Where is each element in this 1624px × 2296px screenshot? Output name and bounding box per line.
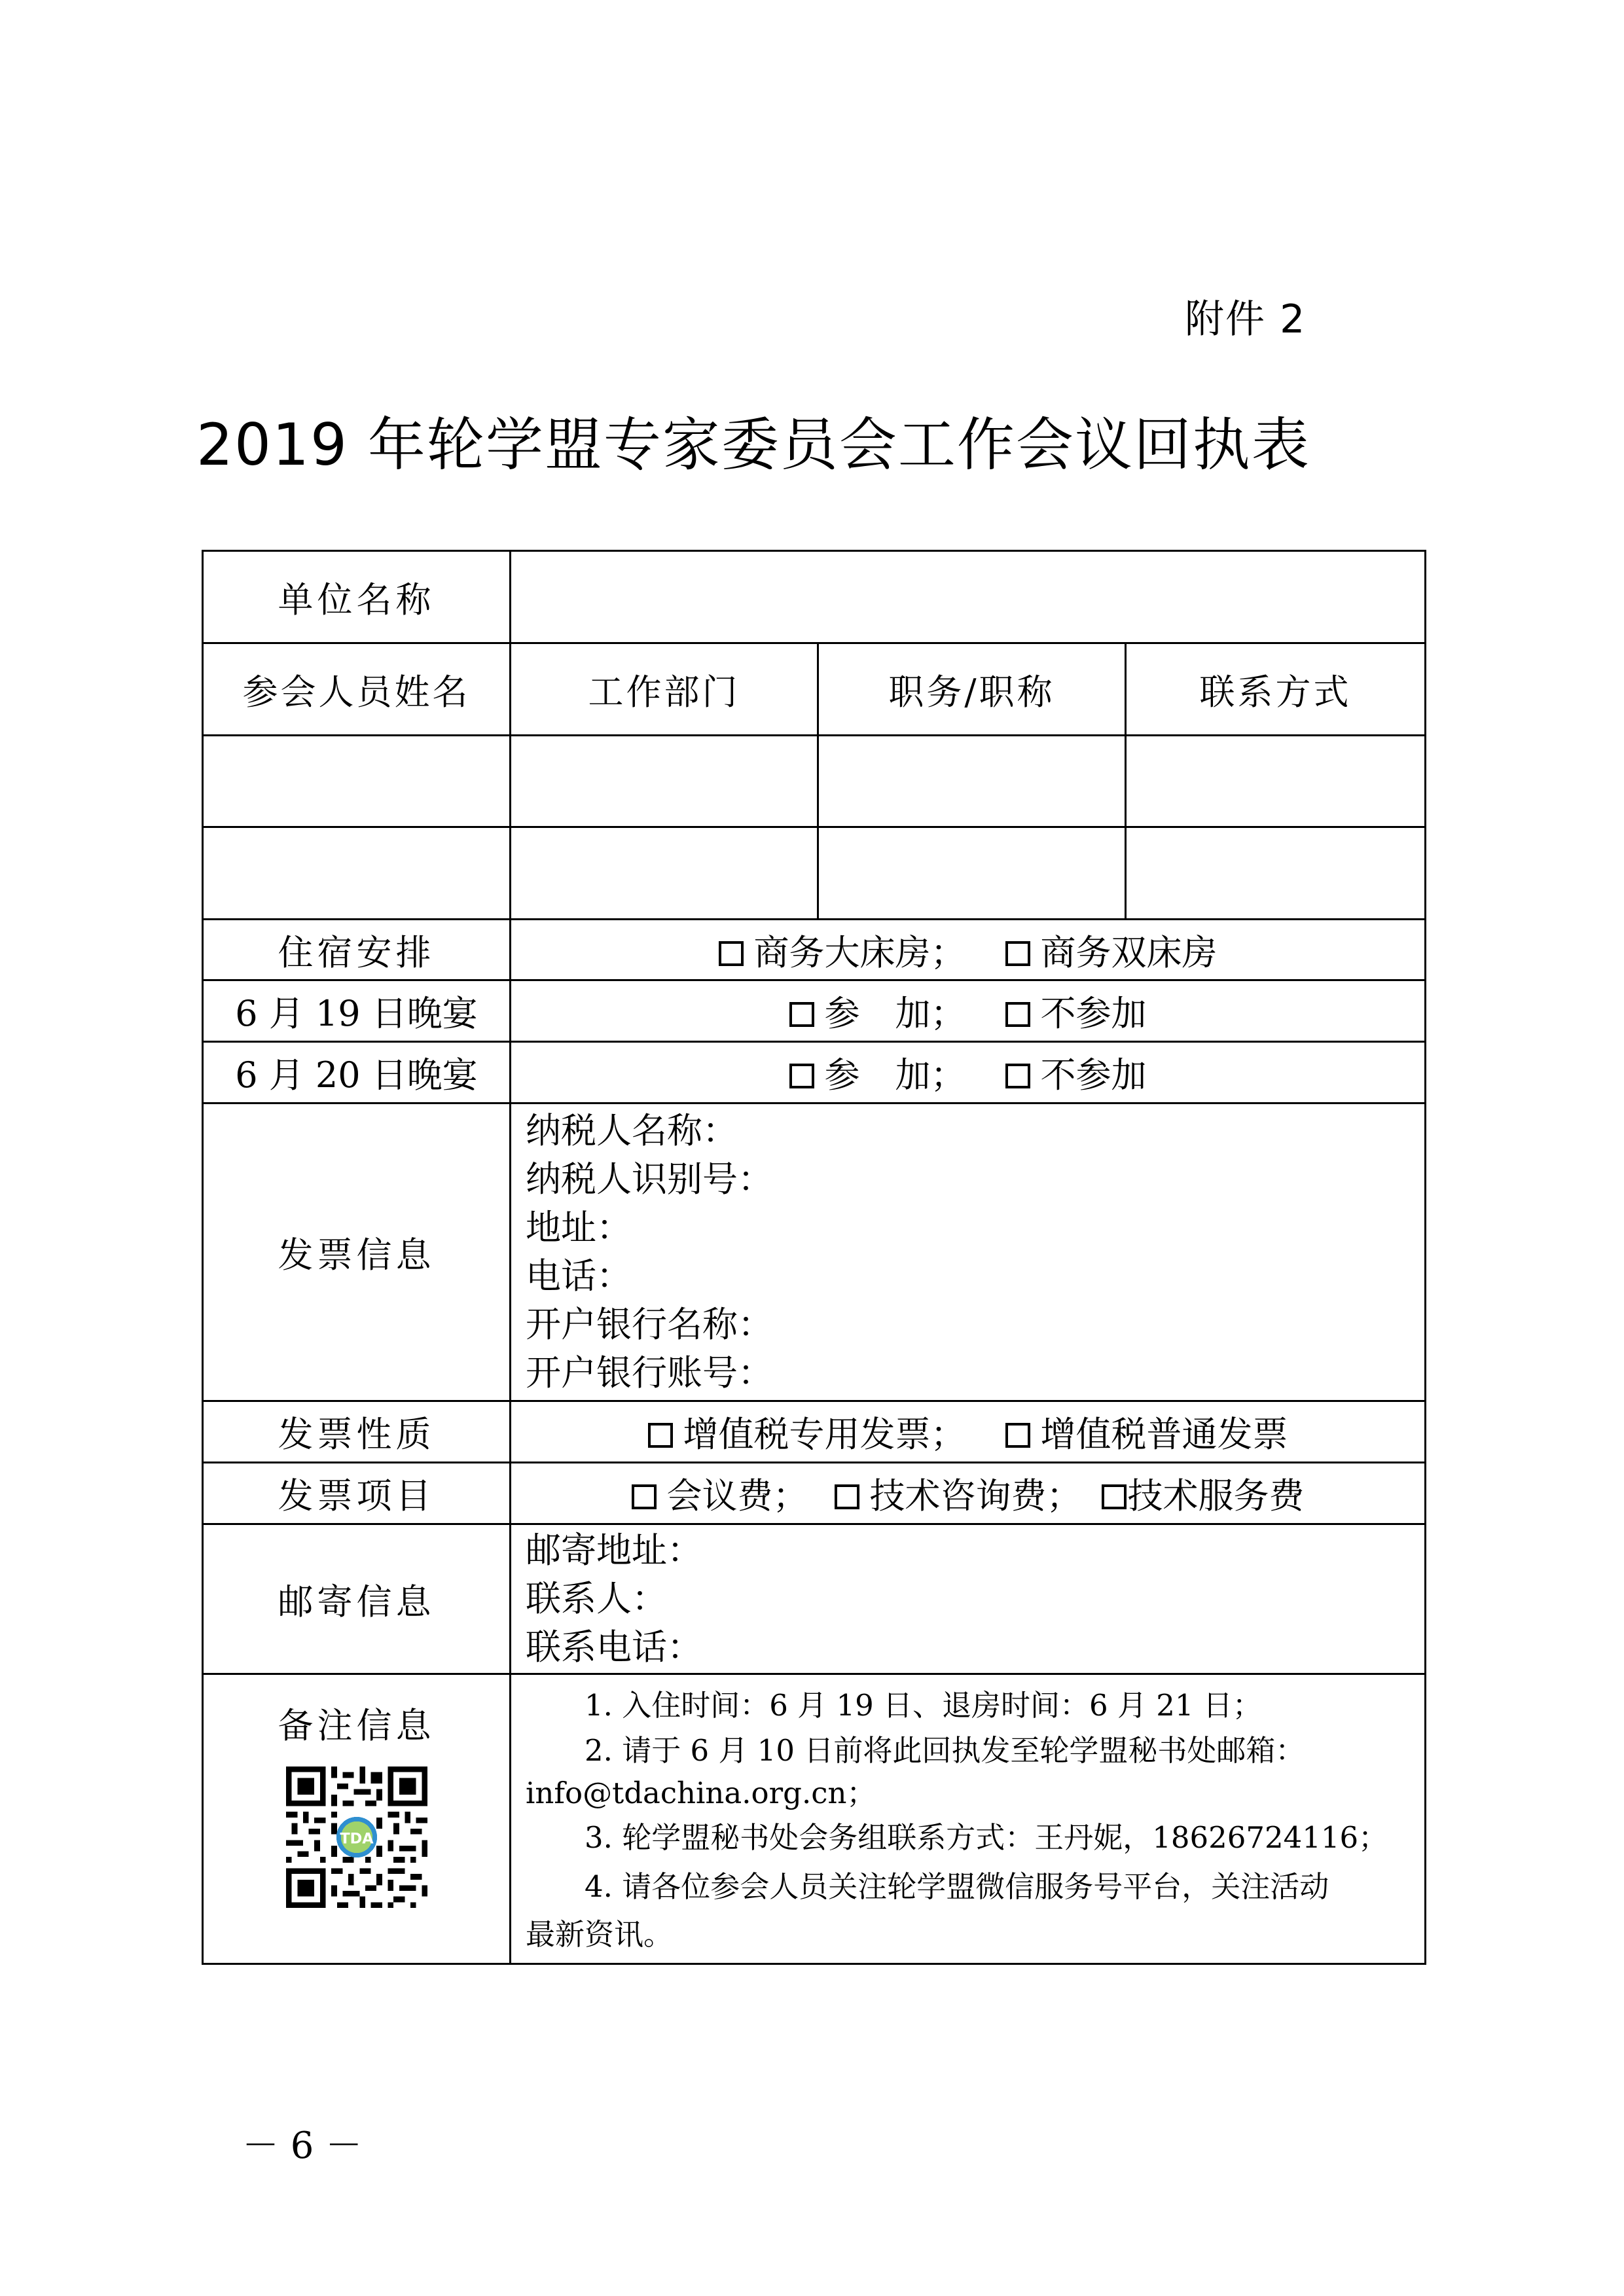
- org-name-field[interactable]: [511, 551, 1426, 643]
- invoice-info-fields[interactable]: [511, 1103, 1426, 1401]
- dinner-19-decline-checkbox[interactable]: [1005, 1002, 1030, 1027]
- consulting-fee-label: 技术咨询费；: [869, 1475, 1082, 1516]
- meeting-fee-checkbox[interactable]: [632, 1484, 657, 1509]
- invoice-item-label: 发票项目: [203, 1463, 511, 1524]
- mail-info-label: 邮寄信息: [203, 1524, 511, 1674]
- mail-phone-field: 联系电话：: [526, 1626, 702, 1668]
- attendee-row: [203, 736, 1426, 827]
- remark-line-4-cont: 最新资讯。: [526, 1917, 674, 1952]
- receipt-form-table: [202, 550, 1426, 1965]
- king-room-checkbox[interactable]: [719, 941, 744, 966]
- attendee-name-field[interactable]: [203, 736, 511, 827]
- taxpayer-id-field: 纳税人识别号：: [526, 1158, 773, 1200]
- invoice-info-label: 发票信息: [203, 1103, 511, 1401]
- mail-info-row: [203, 1524, 1426, 1674]
- remarks-label: 备注信息: [278, 1705, 435, 1746]
- attendee-contact-field[interactable]: [1126, 736, 1426, 827]
- dinner-20-attend-label: 参 加；: [824, 1054, 966, 1096]
- invoice-type-options: [511, 1401, 1426, 1463]
- column-header-row: [203, 643, 1426, 736]
- normal-vat-label: 增值税普通发票: [1040, 1414, 1288, 1455]
- remarks-row: [203, 1674, 1426, 1964]
- attendee-name-field[interactable]: [203, 827, 511, 920]
- dinner-19-options: [511, 980, 1426, 1042]
- col-header-name: 参会人员姓名: [203, 643, 511, 736]
- remark-line-1: 1. 入住时间：6 月 19 日、退房时间：6 月 21 日；: [585, 1688, 1262, 1723]
- twin-room-label: 商务双床房: [1040, 931, 1218, 973]
- org-name-row: [203, 551, 1426, 643]
- qr-logo-text: TDA: [339, 1830, 374, 1848]
- dinner-20-attend-checkbox[interactable]: [789, 1064, 814, 1088]
- dinner-20-options: [511, 1042, 1426, 1103]
- special-vat-checkbox[interactable]: [648, 1423, 673, 1448]
- remark-line-3: 3. 轮学盟秘书处会务组联系方式：王丹妮，18626724116；: [585, 1820, 1388, 1855]
- remark-email: info@tdachina.org.cn；: [526, 1776, 876, 1810]
- special-vat-label: 增值税专用发票；: [683, 1414, 966, 1455]
- org-name-label: 单位名称: [203, 551, 511, 643]
- accommodation-options: [511, 920, 1426, 980]
- normal-vat-checkbox[interactable]: [1005, 1423, 1030, 1448]
- remarks-label-cell: [203, 1674, 511, 1964]
- attachment-label: 附件 2: [1185, 296, 1307, 342]
- mail-contact-field: 联系人：: [526, 1578, 667, 1619]
- address-field: 地址：: [526, 1207, 632, 1248]
- remarks-content: [511, 1674, 1426, 1964]
- bank-name-field: 开户银行名称：: [526, 1304, 773, 1345]
- meeting-fee-label: 会议费；: [666, 1475, 808, 1516]
- attendee-title-field[interactable]: [818, 827, 1126, 920]
- taxpayer-name-field: 纳税人名称：: [526, 1110, 738, 1151]
- phone-field: 电话：: [526, 1255, 632, 1297]
- service-fee-checkbox[interactable]: [1102, 1484, 1127, 1509]
- attendee-contact-field[interactable]: [1126, 827, 1426, 920]
- attendee-department-field[interactable]: [511, 736, 818, 827]
- dinner-20-decline-label: 不参加: [1040, 1054, 1147, 1096]
- invoice-item-options: [511, 1463, 1426, 1524]
- twin-room-checkbox[interactable]: [1005, 941, 1030, 966]
- dinner-19-attend-label: 参 加；: [824, 993, 966, 1034]
- wechat-qr-code: [286, 1767, 427, 1908]
- invoice-item-row: [203, 1463, 1426, 1524]
- invoice-info-row: [203, 1103, 1426, 1401]
- dinner-19-label: 6 月 19 日晚宴: [203, 980, 511, 1042]
- invoice-type-label: 发票性质: [203, 1401, 511, 1463]
- attendee-department-field[interactable]: [511, 827, 818, 920]
- dinner-20-label: 6 月 20 日晚宴: [203, 1042, 511, 1103]
- consulting-fee-checkbox[interactable]: [835, 1484, 859, 1509]
- service-fee-label: 技术服务费: [1127, 1475, 1305, 1516]
- mail-address-field: 邮寄地址：: [526, 1530, 702, 1571]
- col-header-department: 工作部门: [511, 643, 818, 736]
- col-header-title: 职务/职称: [818, 643, 1126, 736]
- remark-line-2: 2. 请于 6 月 10 日前将此回执发至轮学盟秘书处邮箱：: [585, 1733, 1305, 1768]
- accommodation-label: 住宿安排: [203, 920, 511, 980]
- dinner-20-row: [203, 1042, 1426, 1103]
- attendee-row: [203, 827, 1426, 920]
- page-title: 2019 年轮学盟专家委员会工作会议回执表: [196, 411, 1310, 478]
- remark-line-4: 4. 请各位参会人员关注轮学盟微信服务号平台，关注活动: [585, 1869, 1329, 1904]
- col-header-contact: 联系方式: [1126, 643, 1426, 736]
- accommodation-row: [203, 920, 1426, 980]
- dinner-20-decline-checkbox[interactable]: [1005, 1064, 1030, 1088]
- page-number: － 6 －: [242, 2125, 363, 2167]
- king-room-label: 商务大床房；: [753, 931, 966, 973]
- bank-account-field: 开户银行账号：: [526, 1352, 773, 1393]
- dinner-19-decline-label: 不参加: [1040, 993, 1147, 1034]
- mail-info-fields[interactable]: [511, 1524, 1426, 1674]
- invoice-type-row: [203, 1401, 1426, 1463]
- dinner-19-attend-checkbox[interactable]: [789, 1002, 814, 1027]
- attendee-title-field[interactable]: [818, 736, 1126, 827]
- dinner-19-row: [203, 980, 1426, 1042]
